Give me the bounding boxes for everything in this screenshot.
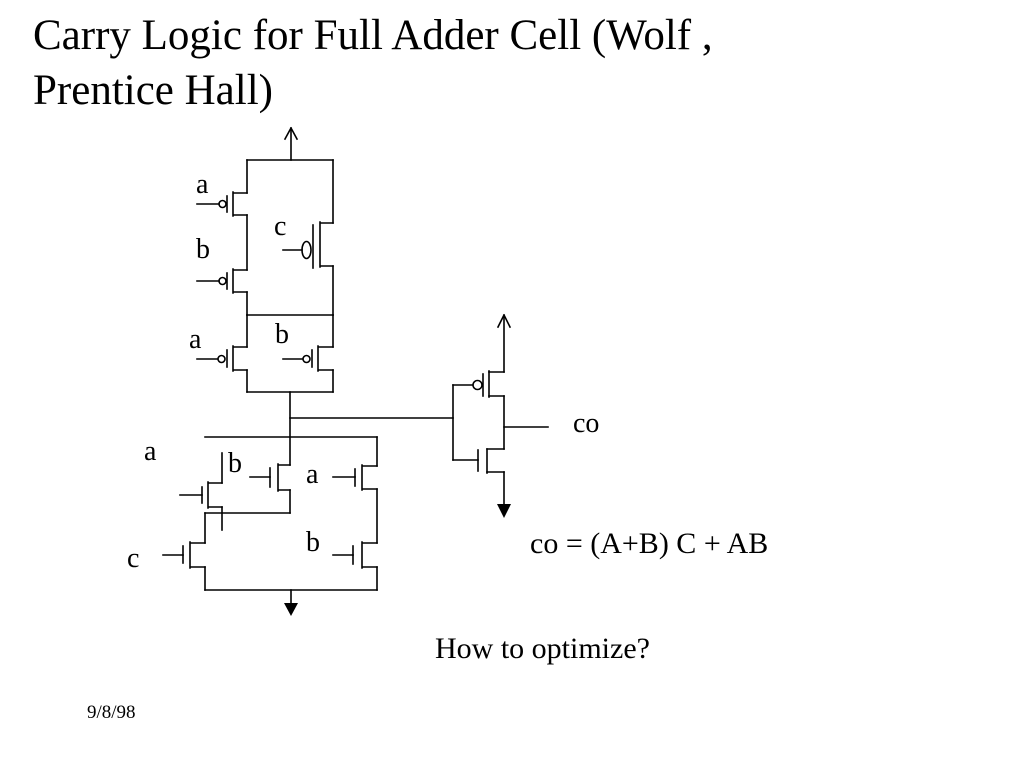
title-line-1: Carry Logic for Full Adder Cell (Wolf , xyxy=(33,12,713,59)
pmos-c xyxy=(283,222,333,268)
nmos-c-label: c xyxy=(127,543,140,574)
inverter-ground-arrow-icon xyxy=(497,504,511,518)
inverter-nmos xyxy=(453,449,504,473)
pullup-wiring xyxy=(247,160,333,392)
pmos-a2-label: a xyxy=(189,324,202,355)
title-line-2: Prentice Hall) xyxy=(33,67,273,114)
nmos-b-right xyxy=(333,542,377,568)
inverter-vdd-arrow-icon xyxy=(498,315,510,372)
pmos-a2 xyxy=(197,346,247,371)
inverter-wiring xyxy=(504,396,548,505)
vdd-arrow-icon xyxy=(285,128,297,160)
carry-equation: co = (A+B) C + AB xyxy=(530,527,769,560)
nmos-b-mid xyxy=(250,464,290,491)
nmos-a-left-label: a xyxy=(144,436,157,467)
slide-date: 9/8/98 xyxy=(87,702,136,723)
pmos-b2 xyxy=(283,346,333,371)
nmos-b-mid-label: b xyxy=(228,448,242,479)
nmos-a-right xyxy=(333,465,377,490)
carry-out-label: co xyxy=(573,408,600,439)
pmos-b2-label: b xyxy=(275,319,289,350)
pmos-c-label: c xyxy=(274,211,287,242)
ground-arrow-icon xyxy=(284,590,298,616)
pmos-b1 xyxy=(197,269,247,293)
optimize-question: How to optimize? xyxy=(435,632,650,665)
internal-node-wire xyxy=(290,392,453,465)
nmos-c xyxy=(163,542,205,568)
pmos-a1-label: a xyxy=(196,169,209,200)
nmos-a-right-label: a xyxy=(306,459,319,490)
nmos-a-left xyxy=(180,482,222,508)
pmos-b1-label: b xyxy=(196,234,210,265)
inverter-pmos xyxy=(453,371,504,397)
nmos-b-right-label: b xyxy=(306,527,320,558)
